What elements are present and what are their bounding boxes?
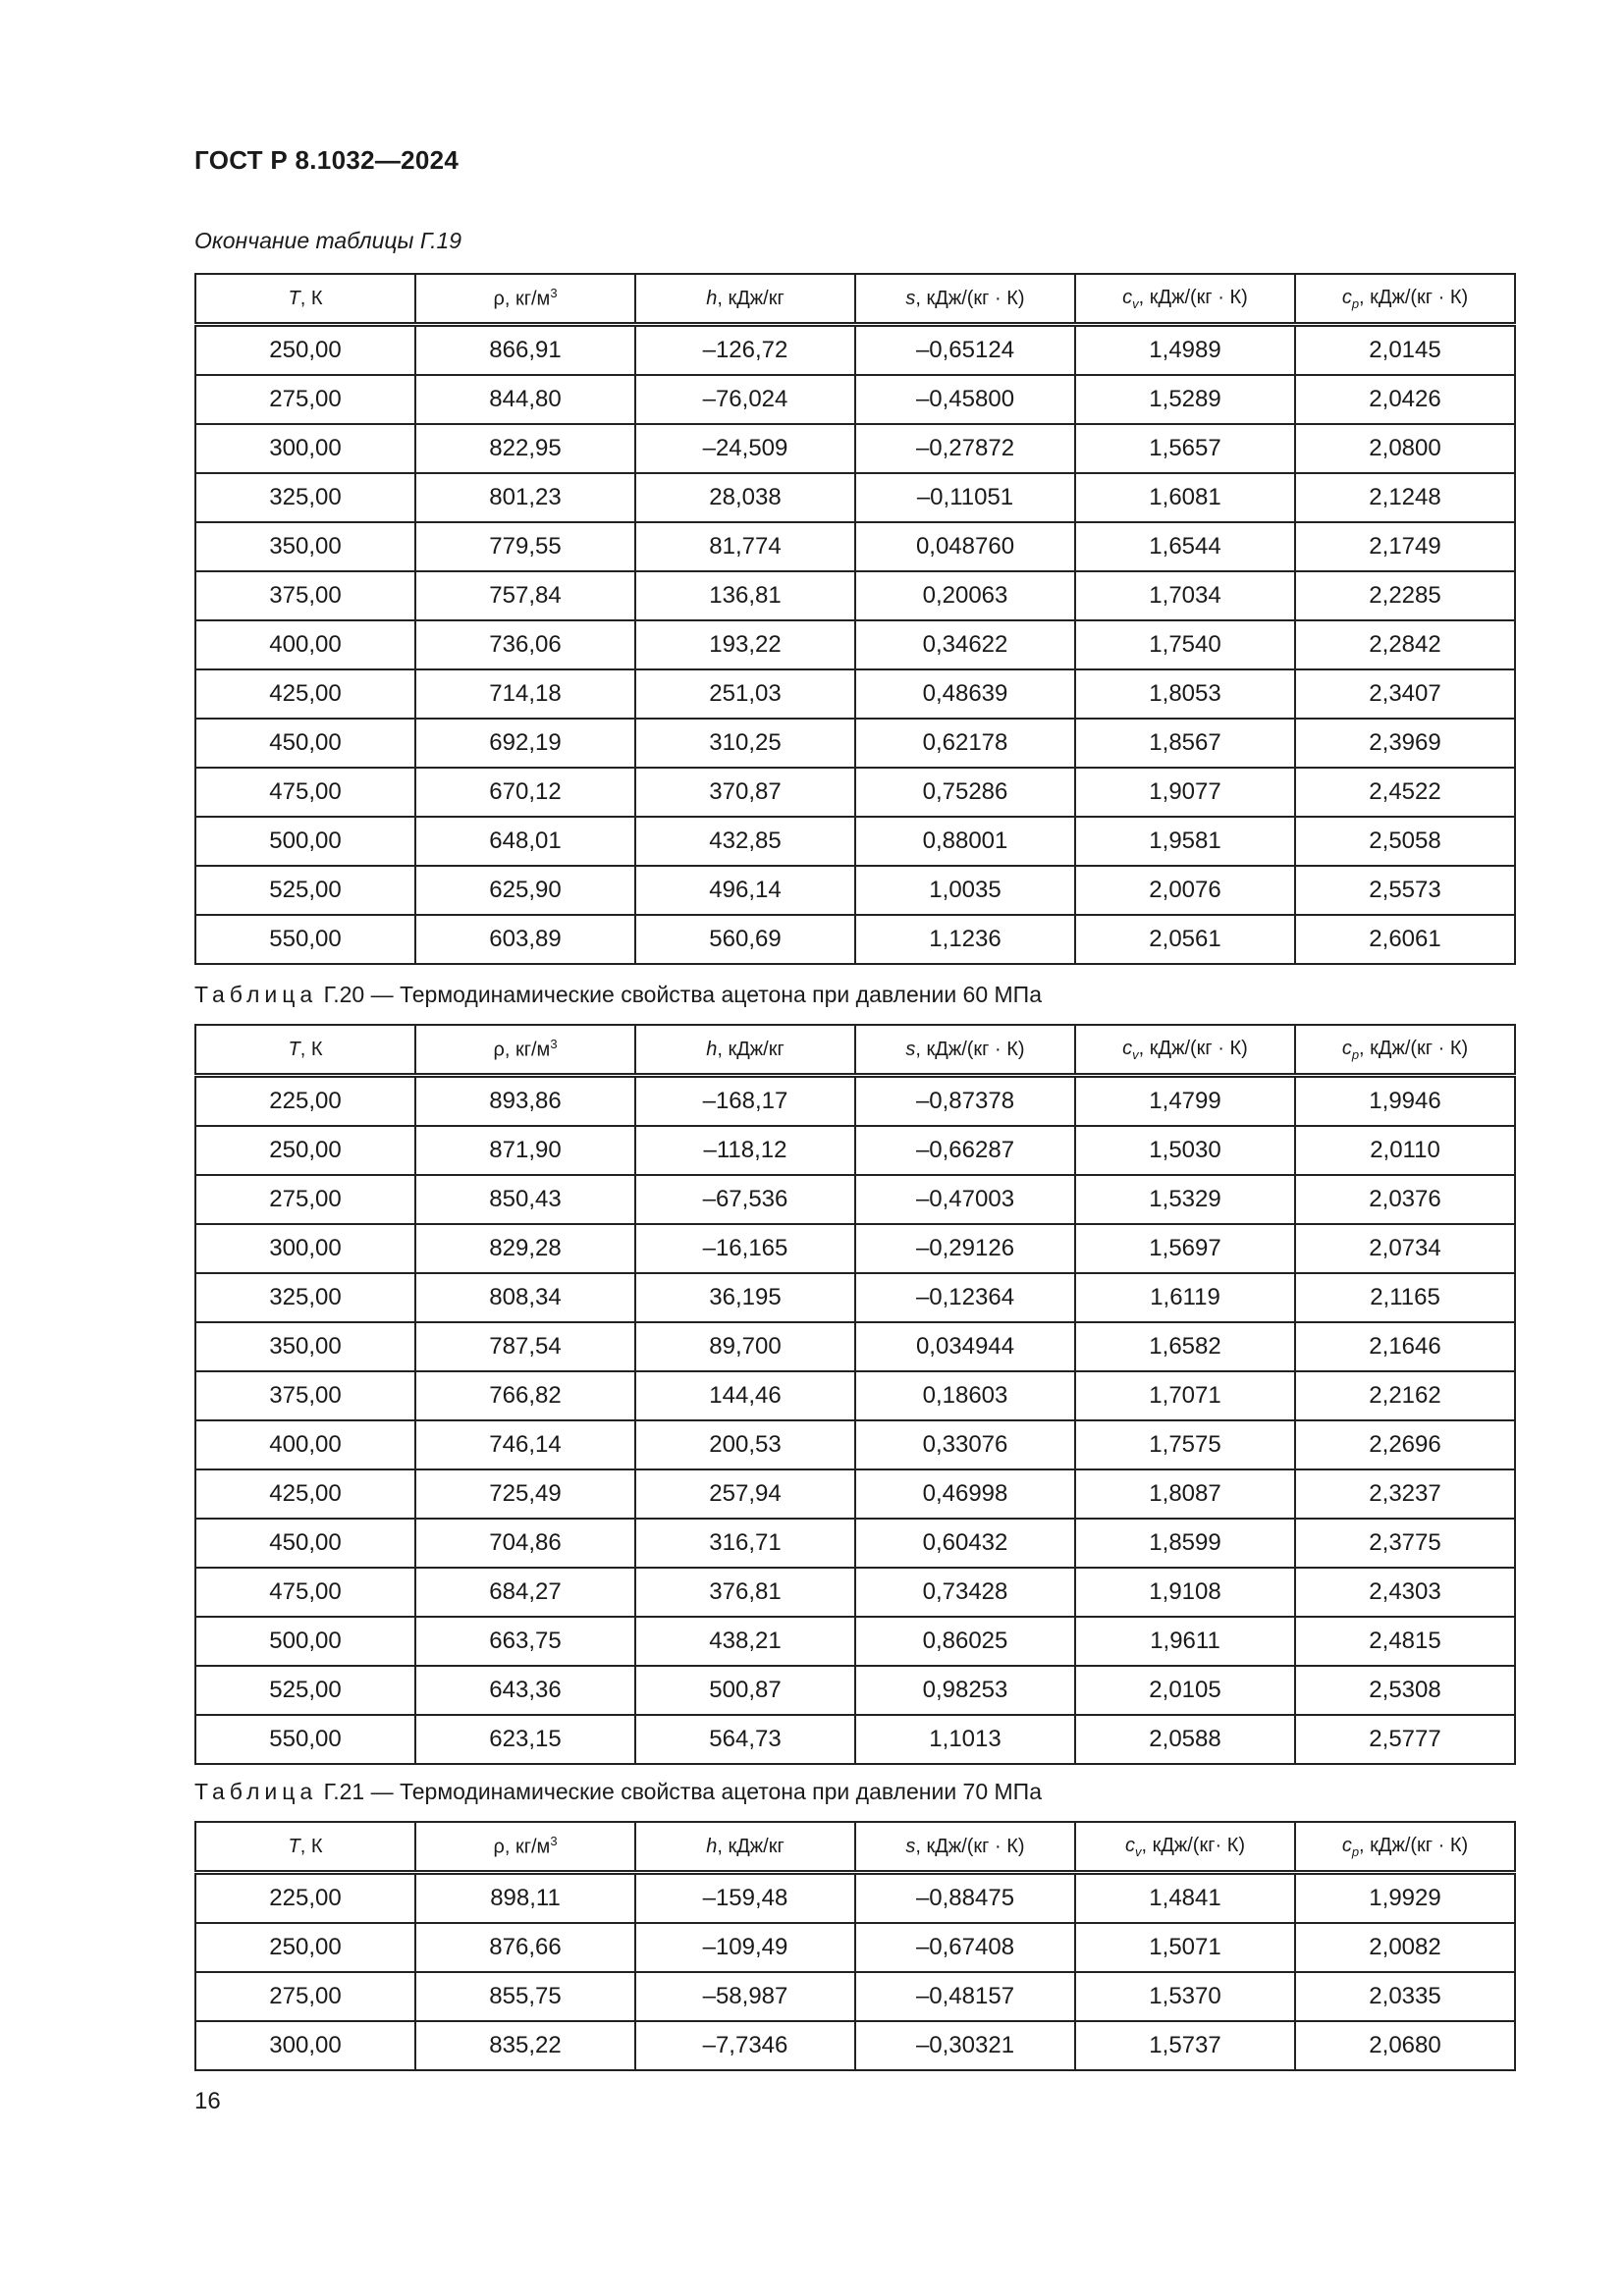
table-row — [195, 1224, 1515, 1273]
cell-entropy: 0,46998 — [855, 1469, 1075, 1519]
col-header-enthalpy: h, кДж/кг — [635, 1025, 855, 1076]
cell-density: 603,89 — [415, 915, 635, 964]
table-20-body — [195, 1076, 1515, 1765]
cell-enthalpy: 257,94 — [635, 1469, 855, 1519]
col-header-entropy: s, кДж/(кг · К) — [855, 1822, 1075, 1873]
cell-cv: 1,9611 — [1075, 1617, 1295, 1666]
cell-density: 643,36 — [415, 1666, 635, 1715]
table-row — [195, 817, 1515, 866]
cell-cp: 2,3237 — [1295, 1469, 1515, 1519]
cell-entropy: –0,30321 — [855, 2021, 1075, 2070]
cell-temperature: 550,00 — [195, 1715, 415, 1764]
table-row — [195, 2021, 1515, 2070]
table-21-body — [195, 1873, 1515, 2071]
cell-cv: 1,5737 — [1075, 2021, 1295, 2070]
cell-cp: 2,0680 — [1295, 2021, 1515, 2070]
table-header-row — [195, 274, 1515, 325]
col-header-density: ρ, $кг/м^3$ — [415, 1822, 635, 1873]
cell-density: 779,55 — [415, 522, 635, 571]
table-20-caption: Таблица Г.20 — Термодинамические свойства ацетона при давлении 60 МПа — [194, 982, 1043, 1007]
cell-cv: 1,5697 — [1075, 1224, 1295, 1273]
table-row — [195, 1972, 1515, 2021]
cell-cv: 1,9108 — [1075, 1568, 1295, 1617]
cell-cp: 2,0145 — [1295, 325, 1515, 376]
table-row — [195, 1923, 1515, 1972]
cell-entropy: –0,87378 — [855, 1076, 1075, 1127]
cell-enthalpy: 310,25 — [635, 719, 855, 768]
cell-density: 808,34 — [415, 1273, 635, 1322]
cell-density: 704,86 — [415, 1519, 635, 1568]
cell-temperature: 275,00 — [195, 1175, 415, 1224]
cell-temperature: 525,00 — [195, 866, 415, 915]
cell-cv: 1,7575 — [1075, 1420, 1295, 1469]
cell-temperature: 275,00 — [195, 375, 415, 424]
cell-cv: 1,7034 — [1075, 571, 1295, 620]
cell-density: 725,49 — [415, 1469, 635, 1519]
cell-cp: 2,0426 — [1295, 375, 1515, 424]
cell-density: 757,84 — [415, 571, 635, 620]
cell-enthalpy: 496,14 — [635, 866, 855, 915]
cell-cv: 2,0561 — [1075, 915, 1295, 964]
cell-entropy: 0,60432 — [855, 1519, 1075, 1568]
cell-temperature: 225,00 — [195, 1076, 415, 1127]
table-row — [195, 768, 1515, 817]
cell-density: 866,91 — [415, 325, 635, 376]
cell-temperature: 500,00 — [195, 817, 415, 866]
cell-density: 855,75 — [415, 1972, 635, 2021]
cell-cp: 2,2285 — [1295, 571, 1515, 620]
cell-entropy: 0,73428 — [855, 1568, 1075, 1617]
cell-cv: 2,0588 — [1075, 1715, 1295, 1764]
col-header-cv: $c_v$, кДж/(кг · К) — [1075, 1025, 1295, 1076]
table-19-body — [195, 325, 1515, 965]
cell-density: 623,15 — [415, 1715, 635, 1764]
cell-entropy: 0,048760 — [855, 522, 1075, 571]
table-row — [195, 1371, 1515, 1420]
cell-density: 663,75 — [415, 1617, 635, 1666]
cell-cv: 1,4841 — [1075, 1873, 1295, 1924]
cell-enthalpy: 438,21 — [635, 1617, 855, 1666]
cell-cv: 1,5030 — [1075, 1126, 1295, 1175]
cell-enthalpy: 432,85 — [635, 817, 855, 866]
cell-cp: 2,5058 — [1295, 817, 1515, 866]
col-header-temperature: T, К — [195, 274, 415, 325]
table-row — [195, 1666, 1515, 1715]
table-row — [195, 325, 1515, 376]
cell-cv: 1,6544 — [1075, 522, 1295, 571]
cell-cp: 2,3969 — [1295, 719, 1515, 768]
cell-cp: 2,4303 — [1295, 1568, 1515, 1617]
cell-density: 736,06 — [415, 620, 635, 669]
standard-designation: ГОСТ Р 8.1032—2024 — [194, 145, 460, 175]
cell-cv: 1,7540 — [1075, 620, 1295, 669]
cell-enthalpy: –58,987 — [635, 1972, 855, 2021]
cell-entropy: 0,75286 — [855, 768, 1075, 817]
cell-entropy: 0,33076 — [855, 1420, 1075, 1469]
cell-density: 746,14 — [415, 1420, 635, 1469]
table-19-caption: Окончание таблицы Г.19 — [194, 228, 462, 253]
cell-enthalpy: 316,71 — [635, 1519, 855, 1568]
cell-temperature: 325,00 — [195, 1273, 415, 1322]
cell-enthalpy: 36,195 — [635, 1273, 855, 1322]
cell-cv: 1,8599 — [1075, 1519, 1295, 1568]
cell-entropy: –0,11051 — [855, 473, 1075, 522]
cell-entropy: 1,0035 — [855, 866, 1075, 915]
cell-temperature: 350,00 — [195, 1322, 415, 1371]
cell-cp: 2,0376 — [1295, 1175, 1515, 1224]
cell-temperature: 425,00 — [195, 1469, 415, 1519]
cell-enthalpy: 200,53 — [635, 1420, 855, 1469]
cell-cp: 2,6061 — [1295, 915, 1515, 964]
cell-cv: 1,7071 — [1075, 1371, 1295, 1420]
cell-temperature: 250,00 — [195, 1126, 415, 1175]
cell-density: 787,54 — [415, 1322, 635, 1371]
cell-cv: 1,5657 — [1075, 424, 1295, 473]
cell-cv: 2,0076 — [1075, 866, 1295, 915]
cell-cp: 2,5573 — [1295, 866, 1515, 915]
cell-enthalpy: –24,509 — [635, 424, 855, 473]
cell-temperature: 500,00 — [195, 1617, 415, 1666]
cell-temperature: 425,00 — [195, 669, 415, 719]
table-row — [195, 1568, 1515, 1617]
cell-temperature: 250,00 — [195, 1923, 415, 1972]
cell-cp: 1,9946 — [1295, 1076, 1515, 1127]
cell-enthalpy: –67,536 — [635, 1175, 855, 1224]
cell-enthalpy: 28,038 — [635, 473, 855, 522]
col-header-temperature: T, К — [195, 1025, 415, 1076]
cell-cv: 1,5329 — [1075, 1175, 1295, 1224]
cell-cp: 2,0082 — [1295, 1923, 1515, 1972]
cell-entropy: –0,12364 — [855, 1273, 1075, 1322]
cell-cp: 2,0110 — [1295, 1126, 1515, 1175]
cell-cp: 2,3775 — [1295, 1519, 1515, 1568]
cell-density: 670,12 — [415, 768, 635, 817]
col-header-density: ρ, $кг/м^3$ — [415, 274, 635, 325]
cell-temperature: 550,00 — [195, 915, 415, 964]
cell-entropy: –0,66287 — [855, 1126, 1075, 1175]
cell-enthalpy: –168,17 — [635, 1076, 855, 1127]
cell-temperature: 450,00 — [195, 719, 415, 768]
table-row — [195, 1076, 1515, 1127]
cell-cp: 2,2162 — [1295, 1371, 1515, 1420]
cell-cp: 2,1646 — [1295, 1322, 1515, 1371]
cell-entropy: 1,1236 — [855, 915, 1075, 964]
cell-density: 893,86 — [415, 1076, 635, 1127]
cell-entropy: 0,88001 — [855, 817, 1075, 866]
cell-entropy: 0,20063 — [855, 571, 1075, 620]
table-20 — [194, 1024, 1516, 1765]
col-header-density: ρ, $кг/м^3$ — [415, 1025, 635, 1076]
cell-temperature: 325,00 — [195, 473, 415, 522]
cell-cp: 2,2696 — [1295, 1420, 1515, 1469]
table-row — [195, 1617, 1515, 1666]
cell-entropy: –0,47003 — [855, 1175, 1075, 1224]
cell-cv: 2,0105 — [1075, 1666, 1295, 1715]
cell-cp: 2,5308 — [1295, 1666, 1515, 1715]
cell-cv: 1,6081 — [1075, 473, 1295, 522]
table-row — [195, 866, 1515, 915]
table-21 — [194, 1821, 1516, 2071]
cell-enthalpy: –76,024 — [635, 375, 855, 424]
cell-enthalpy: –126,72 — [635, 325, 855, 376]
cell-enthalpy: 144,46 — [635, 1371, 855, 1420]
cell-cp: 2,2842 — [1295, 620, 1515, 669]
cell-density: 835,22 — [415, 2021, 635, 2070]
table-row — [195, 1715, 1515, 1764]
col-header-temperature: T, К — [195, 1822, 415, 1873]
cell-density: 871,90 — [415, 1126, 635, 1175]
cell-entropy: 0,18603 — [855, 1371, 1075, 1420]
cell-cv: 1,5289 — [1075, 375, 1295, 424]
col-header-entropy: s, кДж/(кг · К) — [855, 1025, 1075, 1076]
cell-density: 844,80 — [415, 375, 635, 424]
table-header-row — [195, 1822, 1515, 1873]
cell-cv: 1,8053 — [1075, 669, 1295, 719]
col-header-cv: $c_v$, кДж/(кг · К) — [1075, 274, 1295, 325]
table-row — [195, 1469, 1515, 1519]
cell-enthalpy: –16,165 — [635, 1224, 855, 1273]
cell-cv: 1,9077 — [1075, 768, 1295, 817]
cell-cp: 2,4815 — [1295, 1617, 1515, 1666]
cell-temperature: 525,00 — [195, 1666, 415, 1715]
table-row — [195, 1273, 1515, 1322]
cell-cp: 2,1248 — [1295, 473, 1515, 522]
cell-enthalpy: –109,49 — [635, 1923, 855, 1972]
table-21-caption: Таблица Г.21 — Термодинамические свойства ацетона при давлении 70 МПа — [194, 1779, 1043, 1804]
cell-cp: 2,5777 — [1295, 1715, 1515, 1764]
cell-entropy: 1,1013 — [855, 1715, 1075, 1764]
table-row — [195, 669, 1515, 719]
cell-enthalpy: –7,7346 — [635, 2021, 855, 2070]
table-row — [195, 620, 1515, 669]
cell-temperature: 350,00 — [195, 522, 415, 571]
cell-entropy: –0,88475 — [855, 1873, 1075, 1924]
cell-cv: 1,5071 — [1075, 1923, 1295, 1972]
table-row — [195, 522, 1515, 571]
cell-temperature: 450,00 — [195, 1519, 415, 1568]
cell-enthalpy: 500,87 — [635, 1666, 855, 1715]
cell-cv: 1,4989 — [1075, 325, 1295, 376]
cell-cp: 2,1165 — [1295, 1273, 1515, 1322]
table-row — [195, 915, 1515, 964]
cell-entropy: –0,65124 — [855, 325, 1075, 376]
cell-cp: 1,9929 — [1295, 1873, 1515, 1924]
page-number: 16 — [194, 2088, 221, 2114]
table-header-row — [195, 1025, 1515, 1076]
cell-density: 692,19 — [415, 719, 635, 768]
cell-density: 898,11 — [415, 1873, 635, 1924]
cell-density: 850,43 — [415, 1175, 635, 1224]
cell-cv: 1,5370 — [1075, 1972, 1295, 2021]
cell-density: 876,66 — [415, 1923, 635, 1972]
cell-cv: 1,6582 — [1075, 1322, 1295, 1371]
col-header-cp: $c_p$, кДж/(кг · К) — [1295, 1025, 1515, 1076]
col-header-enthalpy: h, кДж/кг — [635, 1822, 855, 1873]
cell-enthalpy: 136,81 — [635, 571, 855, 620]
cell-cv: 1,8087 — [1075, 1469, 1295, 1519]
table-row — [195, 1519, 1515, 1568]
cell-density: 648,01 — [415, 817, 635, 866]
table-row — [195, 1420, 1515, 1469]
cell-temperature: 375,00 — [195, 571, 415, 620]
cell-temperature: 400,00 — [195, 1420, 415, 1469]
col-header-cp: $c_p$, кДж/(кг · К) — [1295, 274, 1515, 325]
cell-temperature: 475,00 — [195, 1568, 415, 1617]
cell-temperature: 300,00 — [195, 1224, 415, 1273]
cell-density: 684,27 — [415, 1568, 635, 1617]
table-row — [195, 473, 1515, 522]
table-19 — [194, 273, 1516, 965]
table-row — [195, 1126, 1515, 1175]
table-row — [195, 1873, 1515, 1924]
cell-cp: 2,3407 — [1295, 669, 1515, 719]
table-row — [195, 1175, 1515, 1224]
cell-entropy: 0,48639 — [855, 669, 1075, 719]
col-header-entropy: s, кДж/(кг · К) — [855, 274, 1075, 325]
cell-enthalpy: 370,87 — [635, 768, 855, 817]
cell-enthalpy: 89,700 — [635, 1322, 855, 1371]
cell-temperature: 400,00 — [195, 620, 415, 669]
cell-enthalpy: 193,22 — [635, 620, 855, 669]
cell-enthalpy: 81,774 — [635, 522, 855, 571]
cell-cp: 2,4522 — [1295, 768, 1515, 817]
table-row — [195, 424, 1515, 473]
table-row — [195, 1322, 1515, 1371]
cell-enthalpy: 560,69 — [635, 915, 855, 964]
cell-enthalpy: –118,12 — [635, 1126, 855, 1175]
cell-temperature: 375,00 — [195, 1371, 415, 1420]
cell-enthalpy: 564,73 — [635, 1715, 855, 1764]
cell-temperature: 225,00 — [195, 1873, 415, 1924]
cell-entropy: –0,29126 — [855, 1224, 1075, 1273]
cell-cp: 2,0335 — [1295, 1972, 1515, 2021]
cell-cp: 2,1749 — [1295, 522, 1515, 571]
cell-entropy: –0,27872 — [855, 424, 1075, 473]
cell-enthalpy: –159,48 — [635, 1873, 855, 1924]
cell-temperature: 275,00 — [195, 1972, 415, 2021]
cell-density: 801,23 — [415, 473, 635, 522]
cell-cv: 1,4799 — [1075, 1076, 1295, 1127]
cell-density: 829,28 — [415, 1224, 635, 1273]
cell-cp: 2,0734 — [1295, 1224, 1515, 1273]
cell-cv: 1,6119 — [1075, 1273, 1295, 1322]
cell-entropy: 0,034944 — [855, 1322, 1075, 1371]
cell-density: 625,90 — [415, 866, 635, 915]
cell-cv: 1,9581 — [1075, 817, 1295, 866]
table-row — [195, 719, 1515, 768]
col-header-enthalpy: h, кДж/кг — [635, 274, 855, 325]
col-header-cv: $c_v$, кДж/(кг· К) — [1075, 1822, 1295, 1873]
cell-cp: 2,0800 — [1295, 424, 1515, 473]
cell-entropy: –0,45800 — [855, 375, 1075, 424]
table-row — [195, 375, 1515, 424]
cell-density: 714,18 — [415, 669, 635, 719]
cell-density: 766,82 — [415, 1371, 635, 1420]
cell-temperature: 300,00 — [195, 2021, 415, 2070]
cell-enthalpy: 376,81 — [635, 1568, 855, 1617]
cell-density: 822,95 — [415, 424, 635, 473]
cell-entropy: 0,98253 — [855, 1666, 1075, 1715]
cell-entropy: –0,67408 — [855, 1923, 1075, 1972]
col-header-cp: $c_p$, кДж/(кг · К) — [1295, 1822, 1515, 1873]
cell-cv: 1,8567 — [1075, 719, 1295, 768]
cell-entropy: 0,62178 — [855, 719, 1075, 768]
cell-entropy: –0,48157 — [855, 1972, 1075, 2021]
cell-temperature: 300,00 — [195, 424, 415, 473]
cell-temperature: 250,00 — [195, 325, 415, 376]
cell-entropy: 0,86025 — [855, 1617, 1075, 1666]
cell-enthalpy: 251,03 — [635, 669, 855, 719]
cell-temperature: 475,00 — [195, 768, 415, 817]
table-row — [195, 571, 1515, 620]
cell-entropy: 0,34622 — [855, 620, 1075, 669]
